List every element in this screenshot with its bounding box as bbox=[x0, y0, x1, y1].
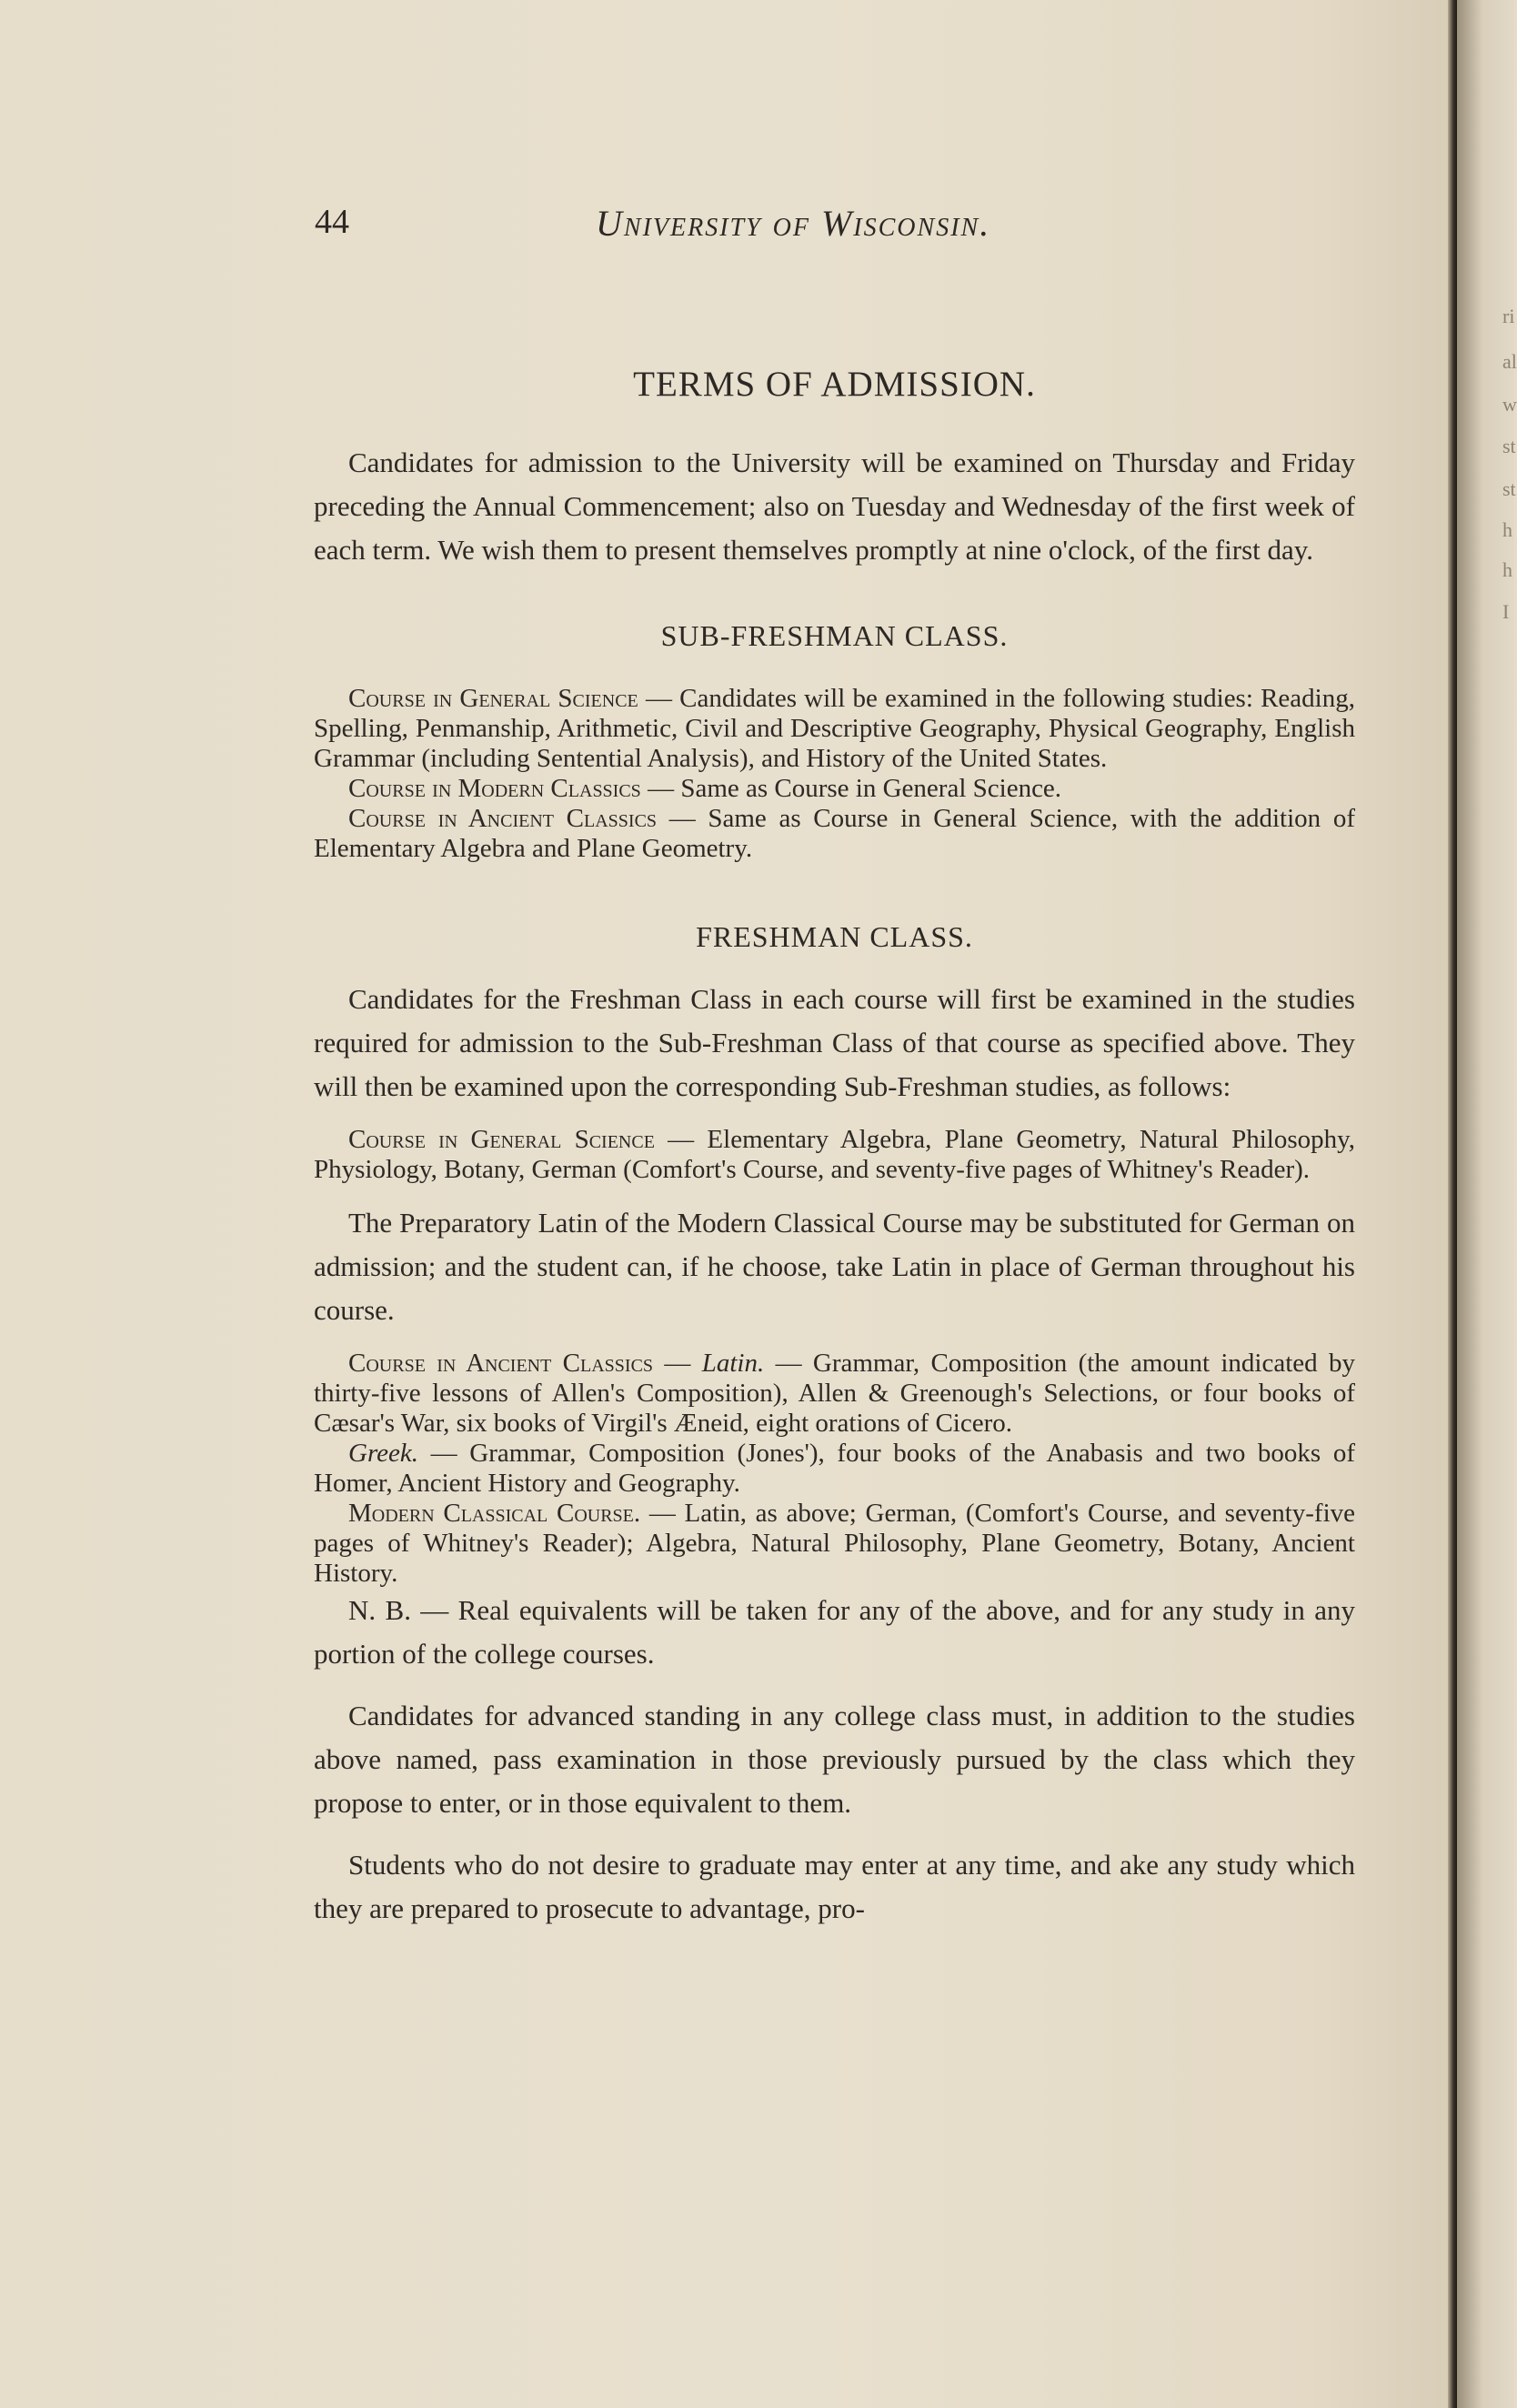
greek-paragraph bbox=[314, 1439, 1355, 1499]
greek-text: — Grammar, Composition (Jones'), four books of the Anabasis and two books of Homer, Ancient History and Geography. bbox=[314, 1439, 1355, 1498]
fresh-ancient-paragraph bbox=[314, 1349, 1355, 1439]
page-number: 44 bbox=[315, 203, 349, 241]
fresh-ancient-label: Course in Ancient Classics bbox=[348, 1349, 654, 1378]
advanced-standing-paragraph: Candidates for advanced standing in any college class must, in addition to the studies above named, pass examination in those previously pursued by the class which they propose to enter, or in those equivalent to them. bbox=[314, 1700, 1355, 1819]
sub-modern-paragraph bbox=[314, 774, 1355, 804]
edge-letter: st bbox=[1502, 435, 1516, 457]
edge-letter: h bbox=[1502, 518, 1512, 541]
sub-general-paragraph bbox=[314, 684, 1355, 774]
freshman-heading: FRESHMAN CLASS. bbox=[696, 920, 973, 953]
text-column bbox=[314, 364, 1355, 1931]
preparatory-latin-paragraph: The Preparatory Latin of the Modern Classical Course may be substituted for German on admission; and the student can, if he choose, take Latin in place of German throughout his course. bbox=[314, 1207, 1355, 1326]
page-gutter bbox=[1448, 0, 1457, 2408]
latin-label: Latin. bbox=[701, 1349, 765, 1378]
fresh-ancient-sep: — bbox=[653, 1349, 702, 1378]
sub-general-text: — Candidates will be examined in the following studies: Reading, Spelling, Penmanship, Arithmetic, Civil and Descriptive Geography, Physical Geography, English Grammar (including Sentential Analysis), and History of the United States. bbox=[314, 684, 1355, 773]
sub-ancient-text: — Same as Course in General Science, with the addition of Elementary Algebra and Plane Geometry. bbox=[314, 804, 1355, 863]
sub-general-label: Course in General Science bbox=[348, 684, 638, 713]
students-paragraph: Students who do not desire to graduate may enter at any time, and ake any study which they are prepared to prosecute to advantage, pro- bbox=[314, 1849, 1355, 1924]
sub-modern-label: Course in Modern Classics bbox=[348, 774, 641, 803]
edge-letter: ri bbox=[1502, 305, 1515, 327]
terms-heading: TERMS OF ADMISSION. bbox=[633, 365, 1036, 404]
fresh-general-paragraph bbox=[314, 1125, 1355, 1185]
nb-paragraph: N. B. — Real equivalents will be taken for any of the above, and for any study in any portion of the college courses. bbox=[314, 1594, 1355, 1670]
modern-classical-text: — Latin, as above; German, (Comfort's Course, and seventy-five pages of Whitney's Reader); Algebra, Natural Philosophy, Plane Geometry, Botany, Ancient History. bbox=[314, 1499, 1355, 1588]
latin-text: — Grammar, Composition (the amount indicated by thirty-five lessons of Allen's Composition), Allen & Greenough's Selections, or four books of Cæsar's War, six books of Virgil's Æneid, eight orations of Cicero. bbox=[314, 1349, 1355, 1438]
greek-label: Greek. bbox=[348, 1439, 419, 1468]
edge-letter: al bbox=[1502, 350, 1517, 373]
edge-letter: I bbox=[1502, 600, 1510, 623]
sub-freshman-heading: SUB-FRESHMAN CLASS. bbox=[660, 619, 1009, 652]
edge-letter: h bbox=[1502, 558, 1512, 581]
running-title: University of Wisconsin. bbox=[596, 203, 991, 244]
freshman-intro: Candidates for the Freshman Class in each course will first be examined in the studies required for admission to the Sub-Freshman Class of that course as specified above. They will then be examined upon the corresponding Sub-Freshman studies, as follows: bbox=[314, 983, 1355, 1102]
sub-ancient-label: Course in Ancient Classics bbox=[348, 804, 658, 833]
edge-letter: w bbox=[1502, 393, 1517, 416]
fresh-general-text: — Elementary Algebra, Plane Geometry, Natural Philosophy, Physiology, Botany, German (Comfort's Course, and seventy-five pages of Whitney's Reader). bbox=[314, 1125, 1355, 1184]
sub-modern-text: — Same as Course in General Science. bbox=[640, 774, 1062, 803]
edge-letter: st bbox=[1502, 477, 1516, 500]
sub-ancient-paragraph bbox=[314, 804, 1355, 864]
modern-classical-label: Modern Classical Course. bbox=[348, 1499, 641, 1528]
modern-classical-paragraph bbox=[314, 1499, 1355, 1589]
terms-intro: Candidates for admission to the University will be examined on Thursday and Friday preceding the Annual Commencement; also on Tuesday and Wednesday of the first week of each term. We wish them to present themselves promptly at nine o'clock, of the first day. bbox=[314, 446, 1355, 566]
fresh-general-label: Course in General Science bbox=[348, 1125, 655, 1154]
